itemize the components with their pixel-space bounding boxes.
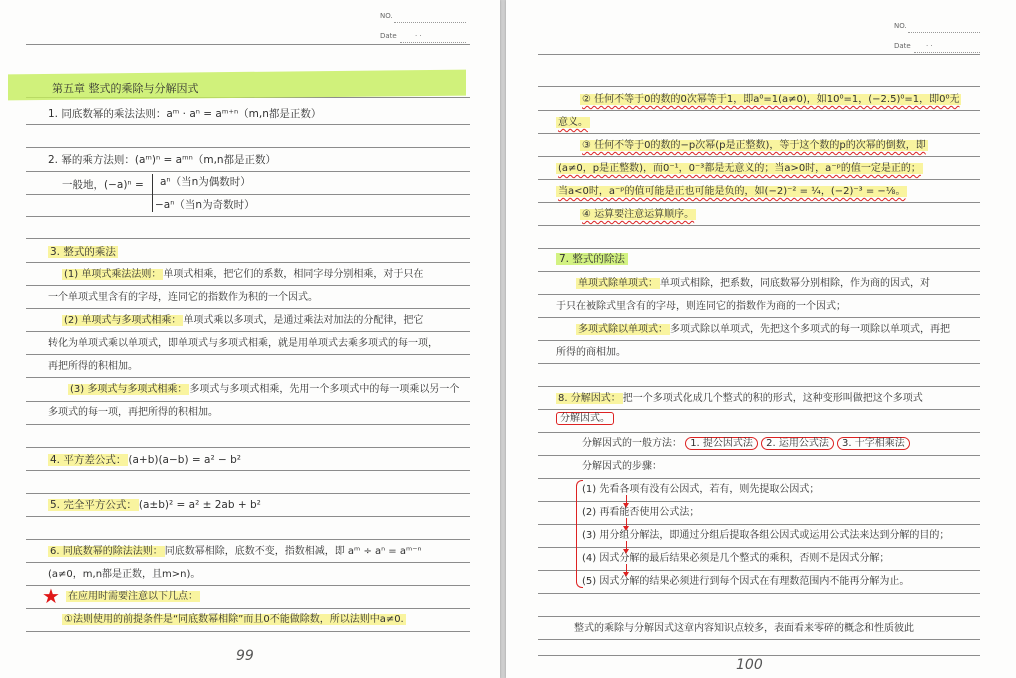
rule-4-head: 4. 平方差公式： — [50, 454, 127, 466]
ruled-line — [538, 432, 980, 433]
ruled-line — [538, 386, 980, 387]
date-line — [400, 42, 466, 43]
ruled-line — [538, 225, 980, 226]
no-label: NO. — [380, 12, 393, 20]
rule-6-body: 同底数幂相除，底数不变，指数相减，即 aᵐ ÷ aⁿ = aᵐ⁻ⁿ — [164, 546, 422, 557]
steps-heading: 分解因式的步骤： — [582, 461, 662, 472]
r-note-3-cont2-wrap — [556, 185, 907, 199]
ruled-line — [26, 354, 470, 355]
method-2: 2. 运用公式法 — [761, 437, 834, 450]
ruled-line — [26, 585, 470, 586]
date-dots: · · — [926, 42, 933, 50]
ruled-line — [26, 285, 470, 286]
r-note-3: ③ 任何不等于0的数的−p次幂(p是正整数)，等于这个数的p的次幂的倒数，即 — [582, 140, 926, 151]
rule-3-1-line — [62, 268, 423, 282]
ruled-line — [538, 655, 980, 656]
ruled-line — [26, 44, 470, 45]
r-note-3-cont2: 当a<0时，a⁻ᵖ的值可能是正也可能是负的，如(−2)⁻² = ¼，(−2)⁻³ = −⅛。 — [558, 186, 906, 197]
ruled-line — [26, 401, 470, 402]
note-heading: 在应用时需要注意以下几点： — [68, 591, 198, 602]
right-notebook-page — [506, 0, 1016, 678]
ruled-line — [26, 493, 470, 494]
note-1: ①法则使用的前提条件是“同底数幂相除”而且0不能做除数，所以法则中a≠0. — [64, 614, 404, 625]
r-7-1-body: 单项式相除，把系数，同底数幂分别相除，作为商的因式，对 — [660, 278, 930, 289]
ruled-line — [538, 570, 980, 571]
rule-3-3-line — [68, 383, 459, 397]
rule-2-case-even: aⁿ（当n为偶数时） — [160, 176, 251, 188]
ruled-line — [538, 202, 980, 203]
rule-6-line — [48, 545, 421, 559]
left-notebook-page — [0, 0, 500, 678]
page-number-left: 99 — [236, 648, 254, 664]
step-3: (3) 用分组分解法，即通过分组后提取各组公因式或运用公式法来达到分解的目的； — [582, 530, 950, 541]
date-label: Date — [894, 42, 911, 50]
ruled-line — [26, 171, 470, 172]
rule-5-body: (a±b)² = a² ± 2ab + b² — [138, 499, 261, 511]
ruled-line — [538, 593, 980, 594]
summary-line: 整式的乘除与分解因式这章内容知识点较多，表面看来零碎的概念和性质彼此 — [574, 623, 914, 634]
method-1: 1. 提公因式法 — [685, 437, 758, 450]
r-8-cont-wrap — [556, 412, 614, 426]
rule-3-2-cont1: 转化为单项式乘以单项式，即单项式与多项式相乘，就是用单项式去乘多项式的每一项， — [48, 338, 438, 349]
no-line — [394, 22, 466, 23]
methods-prefix: 分解因式的一般方法： — [582, 438, 682, 449]
ruled-line — [538, 340, 980, 341]
rule-3-3-cont: 多项式的每一项，再把所得的积相加。 — [48, 407, 218, 418]
ruled-line — [538, 409, 980, 410]
ruled-line — [538, 179, 980, 180]
r-7-2-head: 多项式除以单项式： — [578, 324, 668, 335]
note-wrap — [66, 590, 200, 604]
rule-3-1-cont: 一个单项式里含有的字母，连同它的指数作为积的一个因式。 — [48, 292, 318, 303]
ruled-line — [26, 562, 470, 563]
ruled-line — [538, 455, 980, 456]
note-1-wrap — [62, 613, 406, 627]
rule-3-3-head: (3) 多项式与多项式相乘： — [70, 384, 188, 395]
r-note-3-wrap — [580, 139, 928, 153]
ruled-line — [538, 156, 980, 157]
r-8-body: 把一个多项式化成几个整式的积的形式，这种变形叫做把这个多项式 — [622, 393, 923, 404]
ruled-line — [538, 363, 980, 364]
ruled-line — [538, 248, 980, 249]
ruled-line — [538, 616, 980, 617]
case-brace — [152, 174, 153, 212]
rule-3-2-line — [62, 314, 423, 328]
ruled-line — [538, 501, 980, 502]
rule-2: 2. 幂的乘方法则：(aᵐ)ⁿ = aᵐⁿ（m,n都是正数） — [48, 154, 277, 166]
r-note-4-wrap — [580, 208, 696, 222]
r-7-2-cont: 所得的商相加。 — [556, 347, 626, 358]
rule-1: 1. 同底数幂的乘法法则：aᵐ · aⁿ = aᵐ⁺ⁿ（m,n都是正数） — [48, 108, 322, 120]
methods-line — [582, 437, 910, 451]
date-label: Date — [380, 32, 397, 40]
r-7-2-line — [576, 323, 950, 337]
ruled-line — [26, 238, 470, 239]
ruled-line — [26, 447, 470, 448]
ruled-line — [538, 271, 980, 272]
r-note-2-cont: 意义。 — [558, 117, 588, 128]
r-8-head: 8. 分解因式： — [558, 393, 621, 404]
section-3-wrap — [48, 245, 118, 259]
ruled-line — [26, 147, 470, 148]
ruled-line — [538, 639, 980, 640]
r-8-line — [556, 392, 923, 406]
ruled-line — [538, 294, 980, 295]
rule-4-line — [48, 453, 241, 467]
ruled-line — [26, 216, 470, 217]
ruled-line — [26, 631, 470, 632]
r-note-4: ④ 运算要注意运算顺序。 — [582, 209, 695, 220]
ruled-line — [26, 470, 470, 471]
ruled-line — [26, 308, 470, 309]
rule-3-2-head: (2) 单项式与多项式相乘： — [64, 315, 182, 326]
ruled-line — [26, 377, 470, 378]
rule-3-1-body: 单项式相乘，把它们的系数，相同字母分别相乘，对于只在 — [163, 269, 424, 280]
r-7-1-cont: 于只在被除式里含有的字母，则连同它的指数作为商的一个因式； — [556, 301, 846, 312]
rule-5-head: 5. 完全平方公式： — [50, 499, 137, 511]
ruled-line — [538, 86, 980, 87]
ruled-line — [538, 54, 980, 55]
r-7-2-body: 多项式除以单项式，先把这个多项式的每一项除以单项式，再把 — [670, 324, 950, 335]
star-icon: ★ — [42, 584, 60, 608]
rule-2-general: 一般地，(−a)ⁿ = — [62, 179, 144, 191]
r-8-cont: 分解因式。 — [556, 412, 614, 425]
ruled-line — [26, 608, 470, 609]
ruled-line — [26, 516, 470, 517]
rule-3-2-body: 单项式乘以多项式，是通过乘法对加法的分配律，把它 — [183, 315, 424, 326]
no-line — [908, 32, 980, 33]
page-number-right: 100 — [736, 657, 763, 673]
section-7-wrap — [556, 252, 628, 266]
section-3-title: 3. 整式的乘法 — [50, 246, 116, 258]
r-note-2: ② 任何不等于0的数的0次幂等于1，即a⁰=1(a≠0)，如10⁰=1，(−2.5)⁰=1，即0⁰无 — [582, 94, 960, 105]
step-1: (1) 先看各项有没有公因式，若有，则先提取公因式； — [582, 484, 820, 495]
ruled-line — [538, 133, 980, 134]
rule-3-2-cont2: 再把所得的积相加。 — [48, 361, 138, 372]
ruled-line — [538, 317, 980, 318]
r-note-2-cont-wrap — [556, 116, 590, 130]
rule-6-head: 6. 同底数幂的除法法则： — [50, 546, 163, 557]
ruled-line — [538, 478, 980, 479]
rule-3-1-head: (1) 单项式乘法法则： — [64, 269, 162, 280]
date-dots: · · — [415, 32, 422, 40]
step-5: (5) 因式分解的结果必须进行到每个因式在有理数范围内不能再分解为止。 — [582, 576, 910, 587]
rule-4-body: (a+b)(a−b) = a² − b² — [128, 454, 242, 466]
rule-3-3-body: 多项式与多项式相乘，先用一个多项式中的每一项乘以另一个 — [189, 384, 460, 395]
section-7-title: 7. 整式的除法 — [556, 253, 628, 265]
r-note-2-wrap — [580, 93, 961, 107]
r-7-1-line — [576, 277, 930, 291]
r-7-1-head: 单项式除单项式： — [578, 278, 658, 289]
rule-6-cont: (a≠0，m,n都是正数，且m>n)。 — [48, 569, 201, 580]
rule-5-line — [48, 498, 261, 512]
ruled-line — [538, 524, 980, 525]
ruled-line — [26, 331, 470, 332]
ruled-line — [538, 547, 980, 548]
rule-2-case-odd: −aⁿ（当n为奇数时） — [155, 199, 255, 211]
ruled-line — [26, 124, 470, 125]
ruled-line — [26, 194, 470, 195]
chapter-title: 第五章 整式的乘除与分解因式 — [52, 82, 199, 95]
r-note-3-cont1: (a≠0，p是正整数)，而0⁻¹，0⁻³都是无意义的；当a>0时，a⁻ᵖ的值一定是正的； — [558, 163, 921, 174]
ruled-line — [26, 424, 470, 425]
r-note-3-cont1-wrap — [556, 162, 923, 176]
ruled-line — [26, 262, 470, 263]
step-2: (2) 再看能否使用公式法； — [582, 507, 700, 518]
date-line — [914, 52, 980, 53]
step-4: (4) 因式分解的最后结果必须是几个整式的乘积，否则不是因式分解； — [582, 553, 890, 564]
method-3: 3. 十字相乘法 — [837, 437, 910, 450]
no-label: NO. — [894, 22, 907, 30]
ruled-line — [26, 539, 470, 540]
ruled-line — [538, 110, 980, 111]
